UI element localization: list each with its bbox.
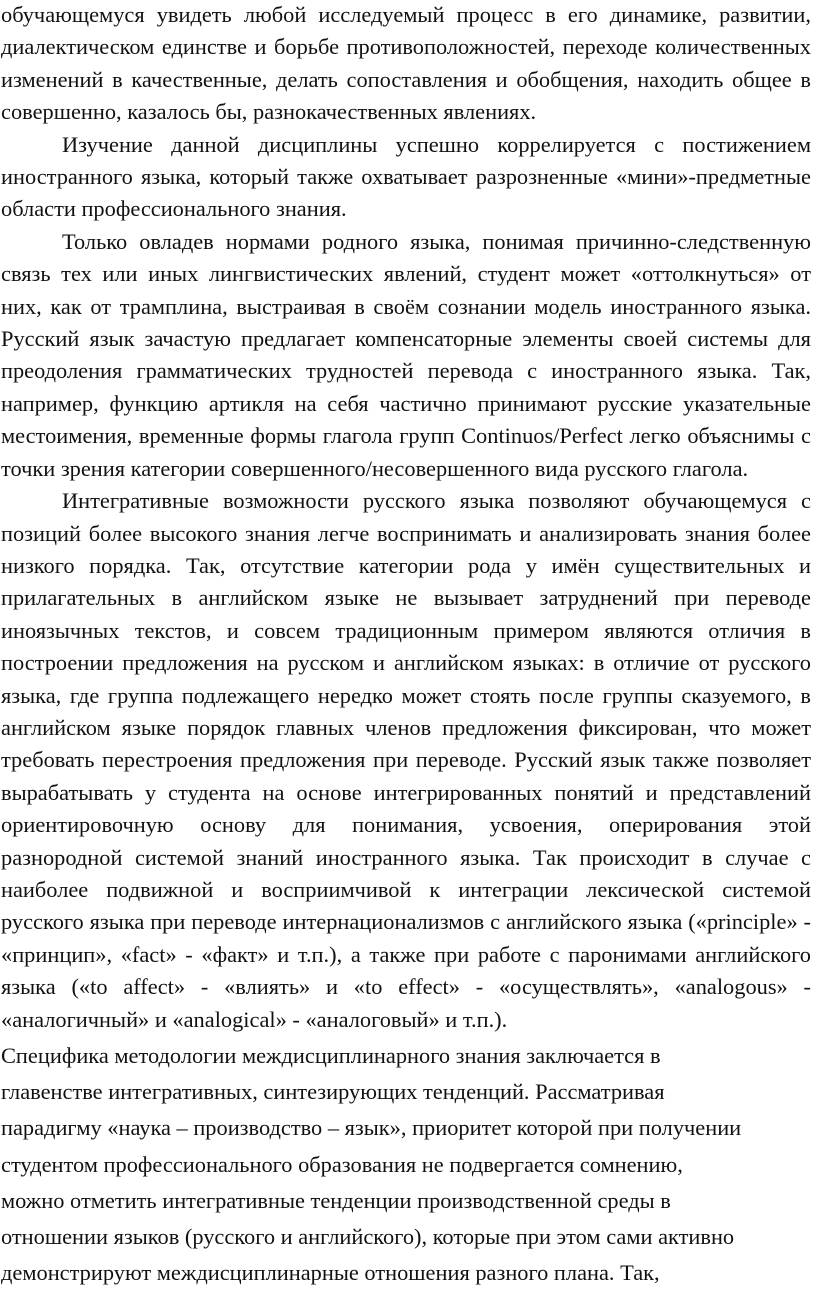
text-line: отношении языков (русского и английского), которые при этом сами активно xyxy=(1,1224,735,1250)
text-line: парадигму «наука – производство – язык», приоритет которой при получении xyxy=(1,1115,742,1141)
text-line: студентом профессионального образования не подвергается сомнению, xyxy=(1,1151,683,1177)
paragraph-native-language: Только овладев нормами родного языка, понимая причинно-следственную связь тех или иных лингвистических явлений, студент может «оттолкнуться» от них, как от трамплина, выстраивая в своём сознании модель иностранного языка. Русский язык зачастую предлагает компенсаторные элементы своей системы для преодоления грамматических трудностей перевода с иностранного языка. Так, например, функцию артикля на себя частично принимают русские указательные местоимения, временные формы глагола групп Continuos/Perfect легко объяснимы с точки зрения категории совершенного/несовершенного вида русского глагола. xyxy=(1,228,811,481)
paragraph-continued: обучающемуся увидеть любой исследуемый процесс в его динамике, развитии, диалектическом единстве и борьбе противоположностей, переходе количественных изменений в качественные, делать сопоставления и обобщения, находить общее в совершенно, казалось бы, разнокачественных явлениях. xyxy=(1,2,811,125)
text-line: Специфика методологии междисциплинарного знания заключается в xyxy=(1,1043,661,1068)
text-line: можно отметить интегративные тенденции производственной среды в xyxy=(1,1187,671,1213)
paragraph-methodology xyxy=(1,1036,811,1291)
paragraph-integrative: Интегративные возможности русского языка позволяют обучающемуся с позиций более высокого знания легче воспринимать и анализировать знания более низкого порядка. Так, отсутствие категории рода у имён существительных и прилагательных в английском языке не вызывает затруднений при переводе иноязычных текстов, и совсем традиционным примером являются отличия в построении предложения на русском и английском языках: в отличие от русского языка, где группа подлежащего нередко может стоять после группы сказуемого, в английском языке порядок главных членов предложения фиксирован, что может требовать перестроения предложения при переводе. Русский язык также позволяет вырабатывать у студента на основе интегрированных понятий и представлений ориентировочную основу для понимания, усвоения, оперирования этой разнородной системой знаний иностранного языка. Так происходит в случае с наиболее подвижной и восприимчивой к интеграции лексической системой русского языка при переводе интернационализмов с английского языка («principle» - «принцип», «fact» - «факт» и т.п.), а также при работе с паронимами английского языка («to affect» - «влиять» и «to effect» - «осуществлять», «analogous» - «аналогичный» и «analogical» - «аналоговый» и т.п.). xyxy=(1,488,811,1032)
text-line: главенстве интегративных, синтезирующих тенденций. Рассматривая xyxy=(1,1079,665,1105)
text-line: демонстрируют междисциплинарные отношения разного плана. Так, xyxy=(1,1260,660,1286)
paragraph-discipline: Изучение данной дисциплины успешно коррелируется с постижением иностранного языка, который также охватывает разрозненные «мини»-предметные области профессионального знания. xyxy=(1,131,811,222)
